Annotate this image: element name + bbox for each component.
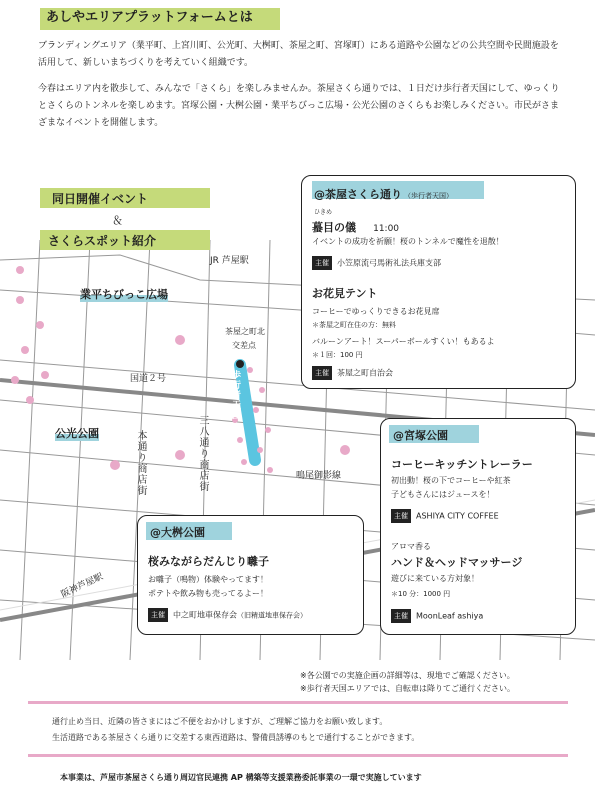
- pedestrian-street: [240, 365, 255, 460]
- narushiro-label: 鳴尾御影線: [296, 471, 342, 481]
- hokousha-label: 歩行者天国: [230, 370, 240, 420]
- section-title-2: さくらスポット紹介: [48, 234, 157, 248]
- divider-top: [28, 701, 568, 704]
- host-tag: 主催: [312, 256, 332, 270]
- kosaten-label: 交差点: [232, 341, 256, 350]
- note-2: ※歩行者天国エリアでは、自転車は降りてご通行ください。: [300, 684, 515, 693]
- sanhachi-label: 三八通り商店街: [197, 415, 208, 492]
- hondori-label: 本通り商店街: [135, 430, 146, 496]
- jr-station-label: JR 芦屋駅: [210, 256, 249, 266]
- miyatsuka-event1-name: コーヒーキッチントレーラー: [391, 458, 533, 471]
- chaya-event1-name: 蟇目の儀: [312, 221, 356, 234]
- section-title-1: 同日開催イベント: [52, 192, 149, 206]
- omasu-host-note: （旧精道地車保存会）: [237, 611, 307, 620]
- chaya-event2-desc: コーヒーでゆっくりできるお花見席: [312, 307, 440, 316]
- miyatsuka-event2-pre: アロマ香る: [391, 542, 431, 551]
- chaya-event1-desc: イベントの成功を祈願！桜のトンネルで魔性を退散！: [312, 237, 504, 246]
- narihira-label: 業平ちびっこ広場: [80, 288, 168, 301]
- omasu-event-name: 桜みながらだんじり囃子: [148, 555, 269, 568]
- chaya-box: [301, 175, 576, 389]
- omasu-desc1: お囃子（鳴物）体験やってます！: [148, 575, 268, 584]
- intro-para-2: 今春はエリア内を散歩して、みんなで「さくら」を楽しみませんか。茶屋さくら通りでは、１日だけ歩行者天国にして、ゆっくりとさくらのトンネルを楽しめます。宮塚公園・大桝公園・業平ちびっこ広場・公光公園のさくらもお楽しみください。市民がさまざまなイベントを開催します。: [38, 84, 560, 128]
- miyatsuka-event2-note: ＊10 分：1000 円: [391, 590, 451, 598]
- chaya-event2-note: ＊茶屋之町在住の方：無料: [312, 321, 396, 329]
- hanshin-label: 阪神芦屋駅: [59, 572, 105, 601]
- divider-bottom: [28, 754, 568, 757]
- header-title-wrap: [40, 6, 259, 25]
- kokudo-label: 国道２号: [130, 374, 167, 384]
- chaya-event2-name: お花見テント: [312, 287, 378, 300]
- chaya-event2-desc2: バルーンアート！スーパーボールすくい！もあるよ: [312, 337, 495, 346]
- miyatsuka-title: @宮塚公園: [393, 429, 448, 442]
- kokou-park-label: 公光公園: [55, 427, 99, 440]
- miyatsuka-box: [380, 418, 576, 635]
- chaya-kita-label: 茶屋之町北: [225, 327, 265, 336]
- omasu-host: 中之町地車保存会: [173, 610, 237, 620]
- miyatsuka-event1-desc2: 子どもさんにはジュースを！: [391, 490, 495, 499]
- miyatsuka-event2-desc: 遊びに来ている方対象！: [391, 574, 479, 583]
- host-tag: 主催: [312, 366, 332, 380]
- footer-text: 本事業は、芦屋市茶屋さくら通り周辺官民連携 AP 構築等支援業務委託事業の一環で実施しています: [60, 773, 422, 782]
- notice-line-1: 通行止め当日、近隣の皆さまにはご不便をおかけしますが、ご理解ご協力をお願い致します。: [52, 717, 388, 726]
- miyatsuka-event2-host: MoonLeaf ashiya: [416, 611, 484, 621]
- chaya-title: @茶屋さくら通り: [314, 188, 402, 201]
- event1-ruby: ひきめ: [314, 209, 333, 216]
- miyatsuka-event2-name: ハンド＆ヘッドマッサージ: [391, 556, 523, 569]
- omasu-desc2: ポテトや飲み物も売ってるよー！: [148, 589, 268, 598]
- intersection-dot: [236, 360, 244, 368]
- miyatsuka-event1-host: ASHIYA CITY COFFEE: [416, 511, 499, 521]
- chaya-event1-time: 11:00: [373, 224, 400, 234]
- host-tag: 主催: [148, 608, 168, 622]
- intro-para-1: ブランディングエリア（業平町、上宮川町、公光町、大桝町、茶屋之町、宮塚町）にある道路や公園などの公共空間や民間施設を活用して、新しいまちづくりを考えていく組織です。: [38, 41, 559, 68]
- chaya-event2-note2: ＊１回：100 円: [312, 351, 363, 359]
- section-amp: ＆: [112, 214, 123, 227]
- chaya-event2-host: 茶屋之町自治会: [337, 368, 393, 378]
- omasu-title: @大桝公園: [150, 526, 205, 539]
- host-tag: 主催: [391, 509, 411, 523]
- page-title: あしやエリアプラットフォームとは: [40, 10, 259, 25]
- note-1: ※各公園での実施企画の詳細等は、現地でご確認ください。: [300, 671, 515, 680]
- omasu-box: [137, 515, 364, 635]
- chaya-subtitle: （歩行者天国）: [404, 192, 453, 200]
- miyatsuka-event1-desc1: 初出動！桜の下でコーヒーや紅茶: [391, 476, 511, 485]
- chaya-event1-host: 小笠原流弓馬術礼法兵庫支部: [337, 258, 441, 268]
- host-tag: 主催: [391, 609, 411, 623]
- notice-line-2: 生活道路である茶屋さくら通りに交差する東西道路は、警備員誘導のもとで通行することができます。: [52, 733, 420, 742]
